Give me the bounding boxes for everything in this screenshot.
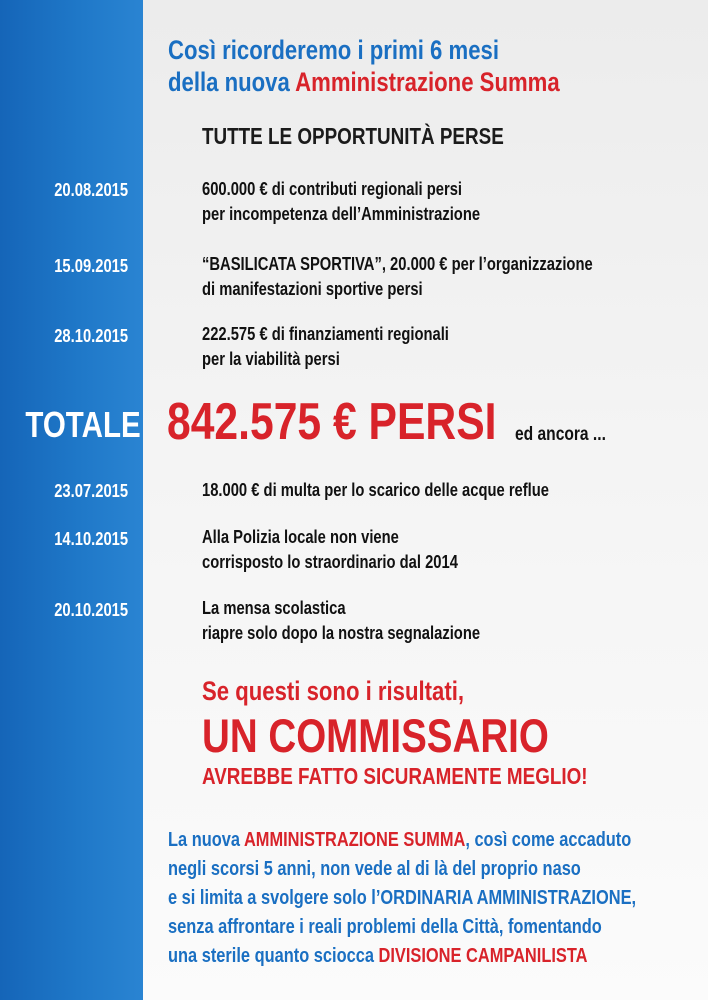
list-item: “BASILICATA SPORTIVA”, 20.000 € per l’organizzazione di manifestazioni sportive persi [202,254,593,299]
list-item: 222.575 € di finanziamenti regionali per la viabilità persi [202,324,449,369]
date-label: 23.07.2015 [54,481,128,501]
section-heading: TUTTE LE OPPORTUNITÀ PERSE [202,123,504,149]
conclusion-line-1: Se questi sono i risultati, [202,676,465,706]
total-amount: 842.575 € PERSI [167,393,497,451]
date-label: 20.08.2015 [54,180,128,200]
list-item: 600.000 € di contributi regionali persi per incompetenza dell’Amministrazione [202,179,481,224]
date-label: 15.09.2015 [54,256,128,276]
date-label: 14.10.2015 [54,529,128,549]
date-label: 20.10.2015 [54,600,128,620]
list-item: Alla Polizia locale non viene corrisposto lo straordinario dal 2014 [202,527,458,572]
list-item: 18.000 € di multa per lo scarico delle acque reflue [202,480,550,500]
total-suffix: ed ancora ... [515,424,606,445]
date-label: 28.10.2015 [54,326,128,346]
conclusion-line-3: AVREBBE FATTO SICURAMENTE MEGLIO! [202,763,588,789]
page-title: Così ricorderemo i primi 6 mesi della nuova Amministrazione Summa [168,35,560,97]
list-item: La mensa scolastica riapre solo dopo la nostra segnalazione [202,598,481,643]
total-label: TOTALE [25,404,141,445]
title-highlight: Amministrazione Summa [295,67,560,97]
closing-paragraph: La nuova AMMINISTRAZIONE SUMMA, così come accaduto negli scorsi 5 anni, non vede al di là del proprio naso e si limita a svolgere solo l’ORDINARIA AMMINISTRAZIONE, senza affrontare i reali problemi della Città, fomentando una sterile quanto sciocca DIVISIONE CAMPANILISTA [168,829,637,967]
conclusion-headline: UN COMMISSARIO [202,709,549,762]
